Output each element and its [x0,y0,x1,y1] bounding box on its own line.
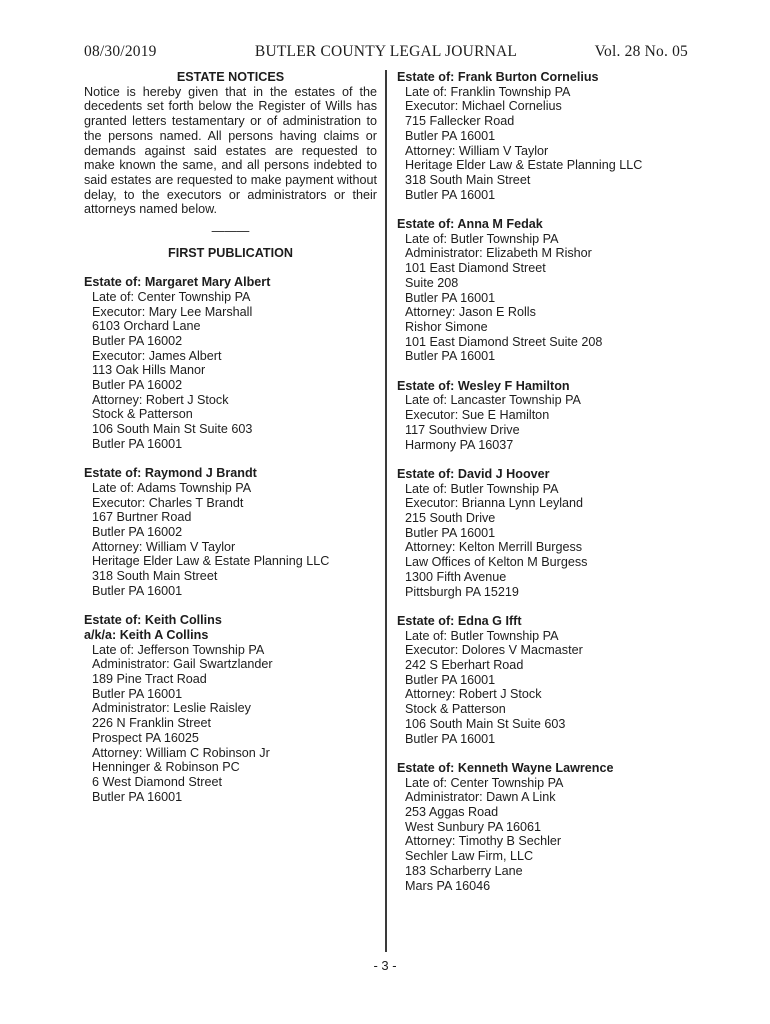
left-estate-list [84,275,377,804]
right-column [397,70,692,908]
estate-detail-line: Butler PA 16001 [92,436,183,451]
estate-detail-line: 715 Fallecker Road [405,114,515,129]
estate-detail-line: Late of: Lancaster Township PA [405,393,581,408]
estate-detail-line: Butler PA 16001 [405,187,496,202]
estate-detail-line: Administrator: Elizabeth M Rishor [405,246,592,261]
estate-detail-line: Attorney: Timothy B Sechler [405,834,562,849]
estate-notice [397,467,692,599]
estate-detail-line: 106 South Main St Suite 603 [405,716,566,731]
estate-detail-line: Law Offices of Kelton M Burgess [405,555,588,570]
estate-detail-line: Butler PA 16001 [405,525,496,540]
estate-detail-line: Executor: Mary Lee Marshall [92,304,253,319]
left-column [84,70,377,819]
estate-detail-line: Administrator: Gail Swartzlander [92,657,273,672]
estate-detail-line: Stock & Patterson [92,407,193,422]
estate-notice [397,379,692,453]
estate-detail-line: Late of: Butler Township PA [405,231,559,246]
section-divider: ——— [211,224,250,239]
estate-detail-line: Butler PA 16001 [405,672,496,687]
estate-detail-line: Butler PA 16001 [92,583,183,598]
estate-detail-line: West Sunbury PA 16061 [405,819,542,834]
estate-detail-line: Executor: Dolores V Macmaster [405,643,583,658]
estate-heading: Estate of: Edna G Ifft [397,613,522,628]
estate-detail-line: Late of: Center Township PA [92,289,251,304]
estate-detail-line: 242 S Eberhart Road [405,658,524,673]
estate-heading: Estate of: Anna M Fedak [397,217,543,232]
estate-detail-line: 117 Southview Drive [405,422,520,437]
publication-heading: FIRST PUBLICATION [168,245,293,260]
volume-number: Vol. 28 No. 05 [594,43,688,60]
estate-detail-line: Late of: Franklin Township PA [405,84,571,99]
estate-heading: Estate of: Raymond J Brandt [84,466,257,481]
estate-detail-line: Executor: Michael Cornelius [405,99,562,114]
estate-notice [397,761,692,893]
estate-detail-line: Prospect PA 16025 [92,730,199,745]
estate-detail-line: 113 Oak Hills Manor [92,363,206,378]
estate-notice [84,613,377,804]
estate-detail-line: Executor: Charles T Brandt [92,495,244,510]
estate-detail-line: 253 Aggas Road [405,805,499,820]
estate-detail-line: Pittsburgh PA 15219 [405,584,519,599]
estate-detail-line: Butler PA 16002 [92,525,183,540]
estate-heading: Estate of: Frank Burton Cornelius [397,70,599,84]
estate-detail-line: 318 South Main Street [405,172,531,187]
estate-detail-line: Sechler Law Firm, LLC [405,849,534,864]
estate-detail-line: 6103 Orchard Lane [92,319,201,334]
estate-heading: Estate of: Keith Collins [84,613,222,628]
estate-detail-line: Late of: Adams Township PA [92,480,252,495]
estate-detail-line: 167 Burtner Road [92,510,192,525]
estate-detail-line: Executor: James Albert [92,348,222,363]
estate-detail-line: Attorney: Jason E Rolls [405,305,536,320]
journal-title: BUTLER COUNTY LEGAL JOURNAL [254,43,518,60]
estate-detail-line: Late of: Butler Township PA [405,628,559,643]
estate-detail-line: Late of: Butler Township PA [405,481,559,496]
estate-detail-line: Attorney: Kelton Merrill Burgess [405,540,583,555]
estate-notice [397,70,692,202]
estate-detail-line: Late of: Jefferson Township PA [92,642,265,657]
estate-detail-line: Attorney: Robert J Stock [405,687,542,702]
estate-notice [84,466,377,598]
estate-notice [397,614,692,746]
page-number: - 3 - [373,958,397,973]
estate-detail-line: Executor: Sue E Hamilton [405,408,550,423]
estate-detail-line: Heritage Elder Law & Estate Planning LLC [92,554,330,569]
estate-detail-line: 6 West Diamond Street [92,775,222,789]
page-header [84,43,688,65]
estate-notice [84,275,377,451]
estate-detail-line: Executor: Brianna Lynn Leyland [405,496,584,511]
estate-detail-line: Butler PA 16001 [405,128,496,143]
estate-detail-line: Butler PA 16001 [405,349,496,364]
column-divider [385,70,387,952]
estate-detail-line: Attorney: William V Taylor [405,143,549,158]
estate-detail-line: Suite 208 [405,275,459,290]
estate-detail-line: Mars PA 16046 [405,878,491,893]
estate-detail-line: Stock & Patterson [405,702,506,717]
estate-notice [397,217,692,364]
right-estate-list [397,70,692,893]
section-title: ESTATE NOTICES [176,70,285,84]
estate-detail-line: Butler PA 16001 [92,789,183,804]
estate-detail-line: Late of: Center Township PA [405,775,564,790]
estate-heading: Estate of: Kenneth Wayne Lawrence [397,760,614,775]
estate-heading: Estate of: David J Hoover [397,466,550,481]
estate-detail-line: 189 Pine Tract Road [92,672,207,687]
estate-detail-line: 101 East Diamond Street [405,261,546,276]
estate-detail-line: Rishor Simone [405,319,488,334]
estate-detail-line: Attorney: William C Robinson Jr [92,745,270,760]
estate-detail-line: 106 South Main St Suite 603 [92,422,253,437]
estate-detail-line: Attorney: William V Taylor [92,539,236,554]
estate-detail-line: Administrator: Leslie Raisley [92,701,251,716]
estate-detail-line: Attorney: Robert J Stock [92,392,229,407]
estate-detail-line: Henninger & Robinson PC [92,760,240,775]
estate-heading: a/k/a: Keith A Collins [84,627,209,642]
issue-date: 08/30/2019 [84,43,157,60]
estate-detail-line: 1300 Fifth Avenue [405,569,507,584]
estate-detail-line: Butler PA 16001 [92,686,183,701]
estate-detail-line: Butler PA 16001 [405,731,496,746]
estate-detail-line: 215 South Drive [405,511,496,526]
estate-heading: Estate of: Margaret Mary Albert [84,275,271,290]
estate-detail-line: 226 N Franklin Street [92,716,211,731]
estate-detail-line: 183 Scharberry Lane [405,863,523,878]
estate-detail-line: Butler PA 16002 [92,333,183,348]
notice-intro: Notice is hereby given that in the estates of the decedents set forth below the Register of Wills has granted letters testamentary or of administration to the persons named. All persons having claims or demands against said estates are requested to make known the same, and all persons indebted to said estates are requested to make payment without delay, to the executors or administrators or their attorneys named below. [84,84,377,217]
estate-detail-line: Administrator: Dawn A Link [405,790,556,805]
estate-detail-line: Heritage Elder Law & Estate Planning LLC [405,158,643,173]
estate-detail-line: Butler PA 16002 [92,378,183,393]
estate-heading: Estate of: Wesley F Hamilton [397,378,570,393]
estate-detail-line: Butler PA 16001 [405,290,496,305]
estate-detail-line: 318 South Main Street [92,569,218,584]
estate-detail-line: 101 East Diamond Street Suite 208 [405,334,603,349]
estate-detail-line: Harmony PA 16037 [405,437,514,452]
